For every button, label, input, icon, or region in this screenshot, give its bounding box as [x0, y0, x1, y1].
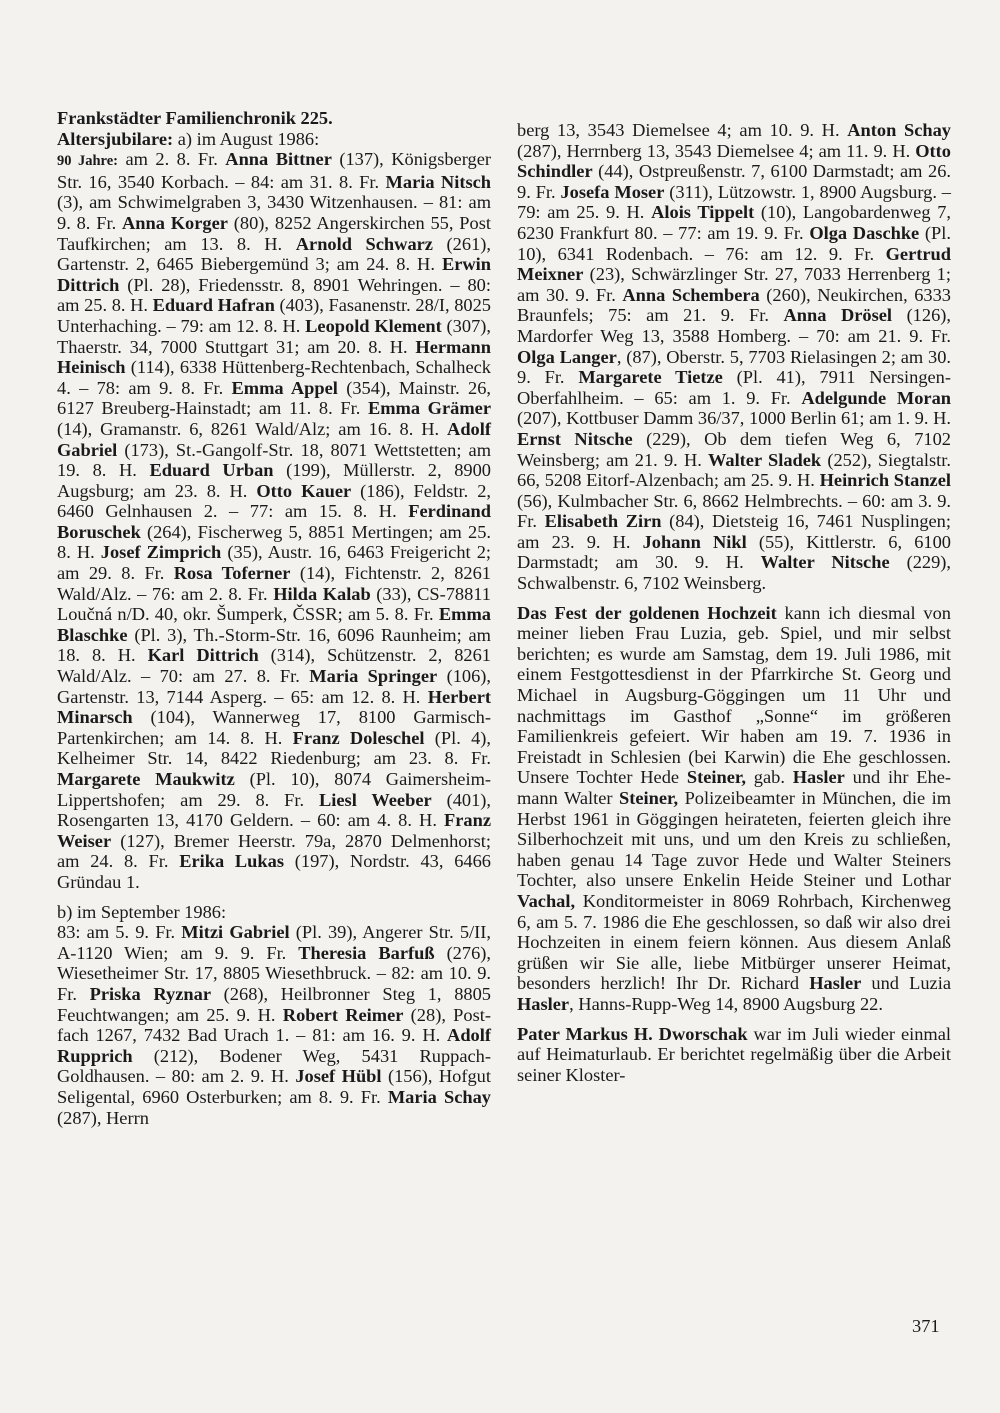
bold-name: Eduard Hafran — [152, 295, 275, 316]
bold-name: Hilda Kalab — [273, 583, 371, 604]
bold-name: Arnold Schwarz — [295, 233, 433, 254]
september-text: 83: am 5. 9. Fr. Mitzi Gabriel (Pl. 39), Angerer Str. 5/II, A-1120 Wien; am 9. 9. Fr. Theresia Barfuß (276), Wiesetheimer Str. 17, 8805 Wiesethbruck. – 82: am 10. 9. Fr. Priska Ryznar (268), Heilbronner Steg 1, 8805 Feuchtwangen; am 25. 9. H. Robert Reimer (28), Postfach 1267, 7432 Bad Urach 1. – 81: am 16. 9. H. Adolf Rupprich (212), Bodener Weg, 5431 Ruppach-Goldhausen. – 80: am 2. 9. H. Josef Hübl (156), Hofgut Seligental, 6960 Osterburken; am 8. 9. Fr. Maria Schay (287), Herrn — [57, 922, 491, 1128]
pater-paragraph — [517, 1024, 951, 1086]
bold-name: Walter Nitsche — [760, 552, 890, 573]
bold-name: Hasler — [517, 993, 570, 1014]
bold-name: Robert Reimer — [282, 1004, 404, 1025]
bold-name: Adolf Rupprich — [57, 1025, 491, 1066]
september-paragraph — [57, 922, 491, 1128]
bold-name: Eduard Urban — [149, 460, 274, 481]
bold-name: Otto Kauer — [256, 480, 352, 501]
bold-name: Maria Nitsch — [385, 171, 491, 192]
bold-name: Karl Dittrich — [147, 645, 259, 666]
age-lead: 90 Jahre: — [57, 153, 118, 170]
bold-name: Alois Tippelt — [651, 202, 755, 223]
bold-name: Emma Appel — [231, 377, 338, 398]
august-text: am 2. 8. Fr. Anna Bittner (137), Königsberger Str. 16, 3540 Korbach. – 84: am 31. 8. Fr. Maria Nitsch (3), am Schwimelgraben 3, 3430 Witzenhausen. – 81: am 9. 8. Fr. Anna Korger (80), 8252 Angerskirchen 55, Post Taufkirchen; am 13. 8. H. Arnold Schwarz (261), Gartenstr. 2, 6465 Biebergemünd 3; am 24. 8. H. Erwin Dittrich (Pl. 28), Friedensstr. 8, 8901 Wehringen. – 80: am 25. 8. H. Eduard Hafran (403), Fasanenstr. 28/I, 8025 Unterhaching. – 79: am 12. 8. H. Leopold Klement (307), Thaerstr. 34, 7000 Stuttgart 31; am 20. 8. H. Hermann Heinisch (114), 6338 Hüttenberg-Rechtenbach, Schalheck 4. – 78: am 9. 8. Fr. Emma Appel (354), Mainstr. 26, 6127 Breuberg-Hainstadt; am 11. 8. Fr. Emma Grämer (14), Gramanstr. 6, 8261 Wald/Alz; am 16. 8. H. Adolf Gabriel (173), St.-Gangolf-Str. 18, 8071 Wettstetten; am 19. 8. H. Eduard Urban (199), Müllerstr. 2, 8900 Augsburg; am 23. 8. H. Otto Kauer (186), Feldstr. 2, 6460 Gelnhausen 2. – 77: am 15. 8. H. Ferdinand Boruschek (264), Fischerweg 5, 8851 Mertingen; am 25. 8. H. Josef Zimprich (35), Austr. 16, 6463 Freigericht 2; am 29. 8. Fr. Rosa Toferner (14), Fichtenstr. 2, 8261 Wald/Alz. – 76: am 2. 8. Fr. Hilda Kalab (33), CS-78811 Loučná n/D. 40, okr. Šumperk, ČSSR; am 5. 8. Fr. Emma Blaschke (Pl. 3), Th.-Storm-Str. 16, 6096 Raunheim; am 18. 8. H. Karl Dittrich (314), Schützenstr. 2, 8261 Wald/Alz. – 70: am 27. 8. Fr. Maria Springer (106), Gartenstr. 13, 7144 Asperg. – 65: am 12. 8. H. Herbert Minarsch (104), Wannerweg 17, 8100 Garmisch-Partenkirchen; am 14. 8. H. Franz Doleschel (Pl. 4), Kelheimer Str. 14, 8422 Riedenburg; am 23. 8. Fr. Margarete Maukwitz (Pl. 10), 8074 Gaimersheim-Lippertshofen; am 29. 8. Fr. Liesl Weeber (401), Rosengarten 13, 4170 Geldern. – 60: am 4. 8. H. Franz Weiser (127), Bremer Heerstr. 79a, 2870 Delmenhorst; am 24. 8. Fr. Erika Lukas (197), Nordstr. 43, 6466 Gründau 1. — [57, 149, 491, 892]
bold-name: Theresia Barfuß — [298, 942, 435, 963]
bold-name: Hasler — [809, 973, 862, 994]
bold-name: Gertrud Meixner — [517, 243, 951, 285]
chronicle-title: Frankstädter Familienchronik 225. — [57, 108, 333, 128]
bold-name: Liesl Weeber — [319, 789, 432, 810]
bold-name: Emma Blaschke — [57, 604, 491, 645]
bold-name: Margarete Maukwitz — [57, 769, 235, 789]
bold-name: Erika Lukas — [179, 851, 284, 872]
bold-name: Anton Schay — [847, 120, 951, 140]
right-column — [517, 120, 951, 1085]
bold-name: Franz Weiser — [57, 810, 491, 851]
jubilee-subheading — [57, 129, 491, 150]
bold-name: Anna Bittner — [225, 149, 332, 170]
section-heading — [57, 108, 491, 129]
bold-name: Otto Schindler — [517, 140, 951, 182]
bold-name: Heinrich Stanzel — [819, 470, 951, 491]
bold-name: Anna Schembera — [622, 284, 760, 305]
bold-name: Herbert Minarsch — [57, 686, 491, 728]
bold-name: Johann Nikl — [642, 531, 747, 552]
bold-name: Rosa Toferner — [173, 563, 291, 584]
pater-heading: Pater Markus H. Dworschak — [517, 1023, 748, 1044]
bold-name: Josefa Moser — [560, 181, 665, 202]
bold-name: Leopold Klement — [305, 315, 442, 336]
bold-name: Adelgunde Moran — [801, 387, 952, 408]
bold-name: Hermann Heinisch — [57, 336, 491, 378]
bold-name: Anna Korger — [122, 212, 228, 233]
bold-name: Elisabeth Zirn — [544, 511, 662, 532]
bold-name: Olga Langer — [517, 346, 617, 367]
bold-name: Josef Zimprich — [100, 542, 222, 563]
bold-name: Ernst Nitsche — [517, 428, 633, 449]
bold-name: Mitzi Gabriel — [181, 922, 290, 943]
bold-name: Adolf Gabriel — [57, 418, 491, 460]
jubilee-month: a) im August 1986: — [173, 128, 320, 149]
august-paragraph — [57, 149, 491, 892]
september-heading: b) im September 1986: — [57, 901, 227, 922]
bold-name: Walter Sladek — [708, 449, 822, 470]
page-number: 371 — [912, 1316, 940, 1336]
golden-wedding-text: kann ich diesmal von meiner lieben Frau Luzia, geb. Spiel, und mir selbst berichten; es wurde am Samstag, dem 19. Juli 1986, mit einem Festgottesdienst in der Pfarrkirche St. Georg und Michael in Augsburg-Göggingen um 11 Uhr und nachmittags im Gasthof „Sonne“ im größeren Familienkreis gefeiert. Wir haben am 19. 7. 1936 in Freistadt in Schlesien (bei Karwin) die Ehe geschlossen. Unsere Tochter Hede Steiner, gab. Hasler und ihr Ehemann Walter Steiner, Polizeibeamter in München, die im Herbst 1961 in Göggingen heirateten, feierten gleich ihre Silberhochzeit mit uns, und um den Kreis zu schließen, haben genau 14 Tage zuvor Hede und Walter Steiners Tochter, also unsere Enkelin Heide Steiner und Lothar Vachal, Konditormeister in 8069 Rohrbach, Kirchenweg 6, am 5. 7. 1986 die Ehe geschlossen, so daß wir also drei Hochzeiten in einem feiern können. Aus diesem Anlaß grüßen wir Sie alle, liebe Mitbürger unserer Heimat, besonders herzlich! Ihr Dr. Richard Hasler und Luzia Hasler, Hanns-Rupp-Weg 14, 8900 Augsburg 22. — [517, 602, 951, 1014]
bold-name: Emma Grämer — [367, 398, 491, 419]
bold-name: Josef Hübl — [295, 1066, 382, 1087]
bold-name: Steiner, — [619, 788, 679, 808]
bold-name: Maria Springer — [309, 666, 438, 687]
left-column — [57, 108, 491, 1128]
bold-name: Margarete Tietze — [578, 367, 723, 388]
bold-name: Maria Schay — [387, 1086, 491, 1107]
bold-name: Steiner, — [686, 767, 746, 788]
bold-name: Erwin Dittrich — [57, 254, 491, 295]
bold-name: Hasler — [792, 767, 845, 788]
bold-name: Franz Doleschel — [292, 727, 425, 748]
pater-text: war im Juli wieder einmal auf Heimaturlaub. Er berichtet regelmäßig über die Arbeit seiner Kloster- — [517, 1023, 952, 1085]
bold-name: Olga Daschke — [809, 222, 920, 243]
golden-wedding-paragraph — [517, 603, 951, 1015]
bold-name: Vachal, — [517, 890, 576, 911]
jubilee-label: Altersjubilare: — [57, 128, 174, 149]
bold-name: Anna Drösel — [783, 305, 893, 326]
bold-name: Ferdinand Boruschek — [57, 501, 491, 542]
bold-name: Priska Ryznar — [89, 983, 211, 1004]
september-continued-paragraph — [517, 120, 951, 594]
september-continued-text: berg 13, 3543 Diemelsee 4; am 10. 9. H. Anton Schay (287), Herrnberg 13, 3543 Diemelsee 4; am 11. 9. H. Otto Schindler (44), Ostpreußenstr. 7, 6100 Darmstadt; am 26. 9. Fr. Josefa Moser (311), Lützowstr. 1, 8900 Augsburg. – 79: am 25. 9. H. Alois Tippelt (10), Langobardenweg 7, 6230 Frankfurt 80. – 77: am 19. 9. Fr. Olga Daschke (Pl. 10), 6341 Rodenbach. – 76: am 12. 9. Fr. Gertrud Meixner (23), Schwärzlinger Str. 27, 7033 Herrenberg 1; am 30. 9. Fr. Anna Schembera (260), Neukirchen, 6333 Braunfels; 75: am 21. 9. Fr. Anna Drösel (126), Mardorfer Weg 13, 3588 Homberg. – 70: am 21. 9. Fr. Olga Langer, (87), Oberstr. 5, 7703 Rielasingen 2; am 30. 9. Fr. Margarete Tietze (Pl. 41), 7911 Nersingen-Oberfahlheim. – 65: am 1. 9. Fr. Adelgunde Moran (207), Kottbuser Damm 36/37, 1000 Berlin 61; am 1. 9. H. Ernst Nitsche (229), Ob dem tiefen Weg 6, 7102 Weinsberg; am 21. 9. H. Walter Sladek (252), Siegtalstr. 66, 5208 Eitorf-Alzenbach; am 25. 9. H. Heinrich Stanzel (56), Kulmbacher Str. 6, 8662 Helmbrechts. – 60: am 3. 9. Fr. Elisabeth Zirn (84), Dietsteig 16, 7461 Nusplingen; am 23. 9. H. Johann Nikl (55), Kittlerstr. 6, 6100 Darmstadt; am 30. 9. H. Walter Nitsche (229), Schwalbenstr. 6, 7102 Weinsberg. — [517, 120, 952, 594]
golden-wedding-heading: Das Fest der goldenen Hochzeit — [517, 602, 777, 623]
